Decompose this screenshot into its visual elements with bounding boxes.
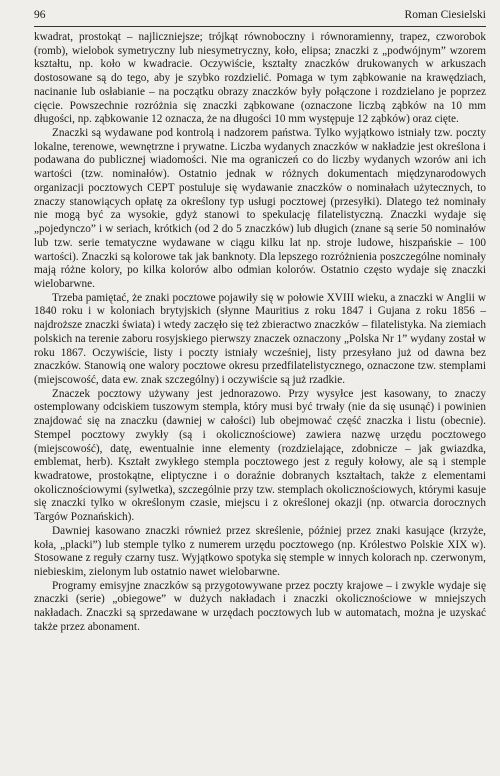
page-number: 96 [34, 9, 46, 21]
paragraph: Dawniej kasowano znaczki również przez skreślenie, później przez znaki kasujące (krzyże, koła, „placki”) lub stemple tylko z numerem urzędu pocztowego (np. Królestwo Polskie XIX w). Stosowane z reguły czarny tusz. Wyjątkowo spotyka się stemple w innych kolorach np. czerwonym, niebieskim, zielonym lub ostatnio nawet wielobarwne. [34, 524, 486, 579]
running-head-author: Roman Ciesielski [404, 9, 486, 21]
paragraph: Programy emisyjne znaczków są przygotowywane przez poczty krajowe – i zwykle wydaje się znaczki (serie) „obiegowe” w dużych nakładach i znaczki okolicznościowe w mniejszych nakładach. Znaczki są sprzedawane w urzędach pocztowych lub w automatach, można je uzyskać także przez abonament. [34, 579, 486, 633]
page-header [34, 9, 486, 25]
paragraph: kwadrat, prostokąt – najliczniejsze; trójkąt równoboczny i równoramienny, trapez, czworobok (romb), wielobok symetryczny lub niesymetryczny, koło, elipsa; znaczki z „podwójnym” wzorem kształtu, np. koło w kwadracie. Oczywiście, kształty znaczków drukowanych w arkuszach dostosowane są do tego, aby je szybko rozdzielić. Pomaga w tym ząbkowanie na krawędziach, nacinanie lub osłabianie – na początku obrazy znaczków były połączone i rozdzielano je poprzez cięcie. Powszechnie rozróżnia się znaczki ząbkowane (oznaczone liczbą ząbków na 10 mm długości, np. ząbkowanie 12 oznacza, że na długości 10 mm występuje 12 ząbków) oraz cięte. [34, 31, 486, 126]
paragraph: Znaczek pocztowy używany jest jednorazowo. Przy wysyłce jest kasowany, to znaczy ostemplowany odciskiem tuszowym stempla, który musi być trwały (nie da się usunąć) i powinien znajdować się na znaczku (dawniej w całości) lub obejmować część znaczka i listu (obecnie). Stempel pocztowy zwykły (są i okolicznościowe) zawiera nazwę urzędu pocztowego (miejscowość), datę, ewentualnie inne elementy (rozdzielające, zdobnicze – jak gwiazdka, emblemat, herb). Kształt zwykłego stempla pocztowego jest z reguły kołowy, ale są i stemple kwadratowe, prostokątne, eliptyczne i o doraźnie dobranych kształtach, także z elementami okolicznościowymi (sylwetka), szczególnie przy tzw. stemplach okolicznościowych, którymi kasuje się znaczki tylko w określonym czasie, miejscu i z określonej okazji (np. otwarcia dorocznych Targów Poznańskich). [34, 387, 486, 524]
paragraph: Znaczki są wydawane pod kontrolą i nadzorem państwa. Tylko wyjątkowo istniały tzw. poczty lokalne, terenowe, wewnętrzne i prywatne. Liczba wydanych znaczków w nakładzie jest określona i podawana do publicznej wiadomości. Nie ma ograniczeń co do liczby wydanych wzorów ani ich wartości (tzw. nominałów). Ostatnio jednak w różnych dokumentach międzynarodowych organizacji pocztowych CEPT postuluje się wydawanie znaczków o nominałach użytecznych, to znaczy stanowiących opłatę za określony typ usługi pocztowej (przesyłki). Dlatego też nominały nie mogą być za wysokie, gdyż stanowi to spekulację filatelistyczną. Znaczki wydaje się „pojedynczo” i w seriach, krótkich (od 2 do 5 znaczków) lub długich (znane są serie 50 nominałów lub tzw. serie tematyczne wydawane w ciągu kilku lat np. stroje ludowe, hiszpańskie – 100 wartości). Znaczki są kolorowe tak jak banknoty. Dla lepszego rozróżnienia poszczególne nominały mają różne kolory, po kilka kolorów albo odmian kolorów. Ostatnio często wydaje się znaczki wielobarwne. [34, 127, 486, 290]
header-rule [34, 26, 486, 27]
body-text [34, 31, 486, 635]
paragraph: Trzeba pamiętać, że znaki pocztowe pojawiły się w połowie XVIII wieku, a znaczki w Anglii w 1840 roku i w koloniach brytyjskich (słynne Mauritius z roku 1847 i Gujana z roku 1856 – najdroższe znaczki świata) i wtedy zaczęło się też zbieractwo znaczków – filatelistyka. Na ziemiach polskich na terenie zaboru rosyjskiego pierwszy znaczek oznaczony „Polska Nr 1” wydany został w roku 1867. Oczywiście, listy i poczty istniały wcześniej, listy przesyłano już od dawna bez znaczków. Stanowią one walory pocztowe okresu przedfilatelistycznego, oznaczone tzw. stemplami (miejscowość, data ew. znak szczególny) i oczywiście są już rzadkie. [34, 291, 486, 386]
